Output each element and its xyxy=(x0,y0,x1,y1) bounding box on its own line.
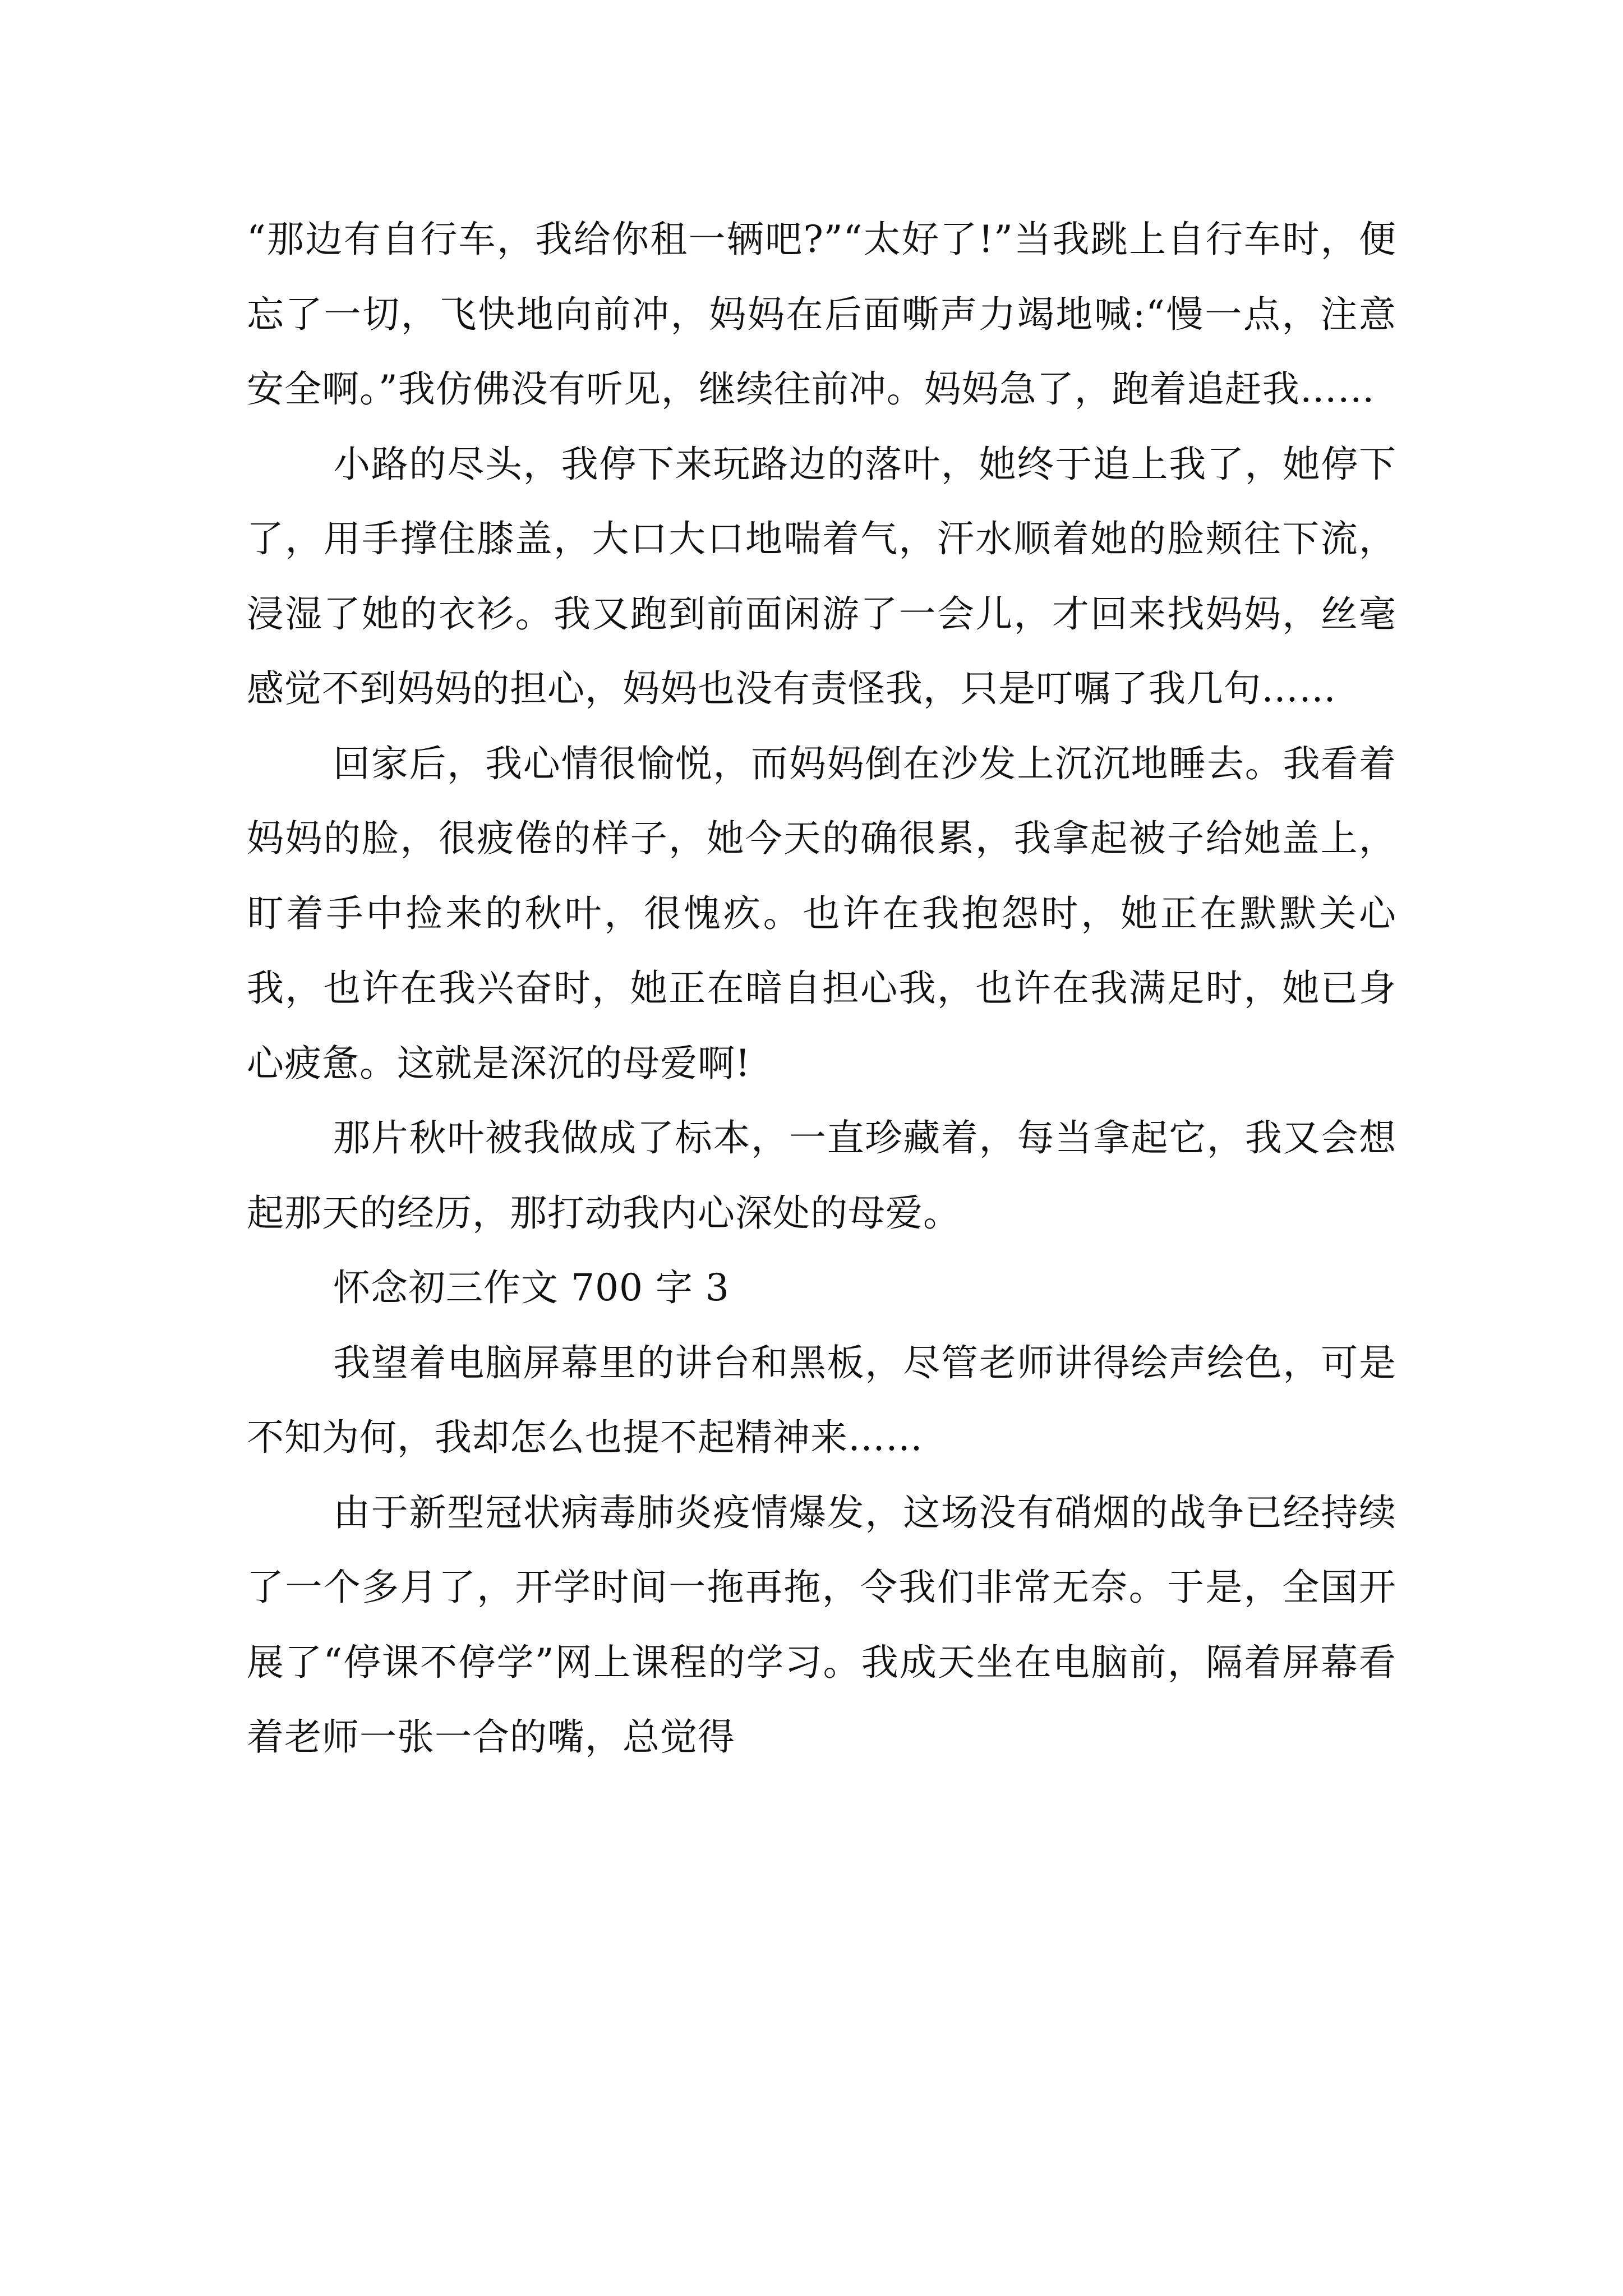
paragraph-home: 回家后，我心情很愉悦，而妈妈倒在沙发上沉沉地睡去。我看着妈妈的脸，很疲倦的样子，她今天的确很累，我拿起被子给她盖上，盯着手中捡来的秋叶，很愧疚。也许在我抱怨时，她正在默默关心我，也许在我兴奋时，她正在暗自担心我，也许在我满足时，她已身心疲惫。这就是深沉的母爱啊! xyxy=(247,742,1396,1085)
document-body xyxy=(247,202,1396,1775)
paragraph-specimen: 那片秋叶被我做成了标本，一直珍藏着，每当拿起它，我又会想起那天的经历，那打动我内心深处的母爱。 xyxy=(247,1116,1396,1235)
paragraph-screen: 我望着电脑屏幕里的讲台和黑板，尽管老师讲得绘声绘色，可是不知为何，我却怎么也提不起精神来…… xyxy=(247,1341,1396,1459)
paragraph-bike: “那边有自行车，我给你租一辆吧?”“太好了!”当我跳上自行车时，便忘了一切，飞快地向前冲，妈妈在后面嘶声力竭地喊:“慢一点，注意安全啊。”我仿佛没有听见，继续往前冲。妈妈急了，跑着追赶我…… xyxy=(247,218,1396,411)
paragraph-path-end: 小路的尽头，我停下来玩路边的落叶，她终于追上我了，她停下了，用手撑住膝盖，大口大口地喘着气，汗水顺着她的脸颊往下流，浸湿了她的衣衫。我又跑到前面闲游了一会儿，才回来找妈妈，丝毫感觉不到妈妈的担心，妈妈也没有责怪我，只是叮嘱了我几句…… xyxy=(247,442,1396,710)
section-title: 怀念初三作文 700 字 3 xyxy=(333,1266,730,1309)
paragraph-epidemic: 由于新型冠状病毒肺炎疫情爆发，这场没有硝烟的战争已经持续了一个多月了，开学时间一拖再拖，令我们非常无奈。于是，全国开展了“停课不停学”网上课程的学习。我成天坐在电脑前，隔着屏幕看着老师一张一合的嘴，总觉得 xyxy=(247,1490,1396,1759)
